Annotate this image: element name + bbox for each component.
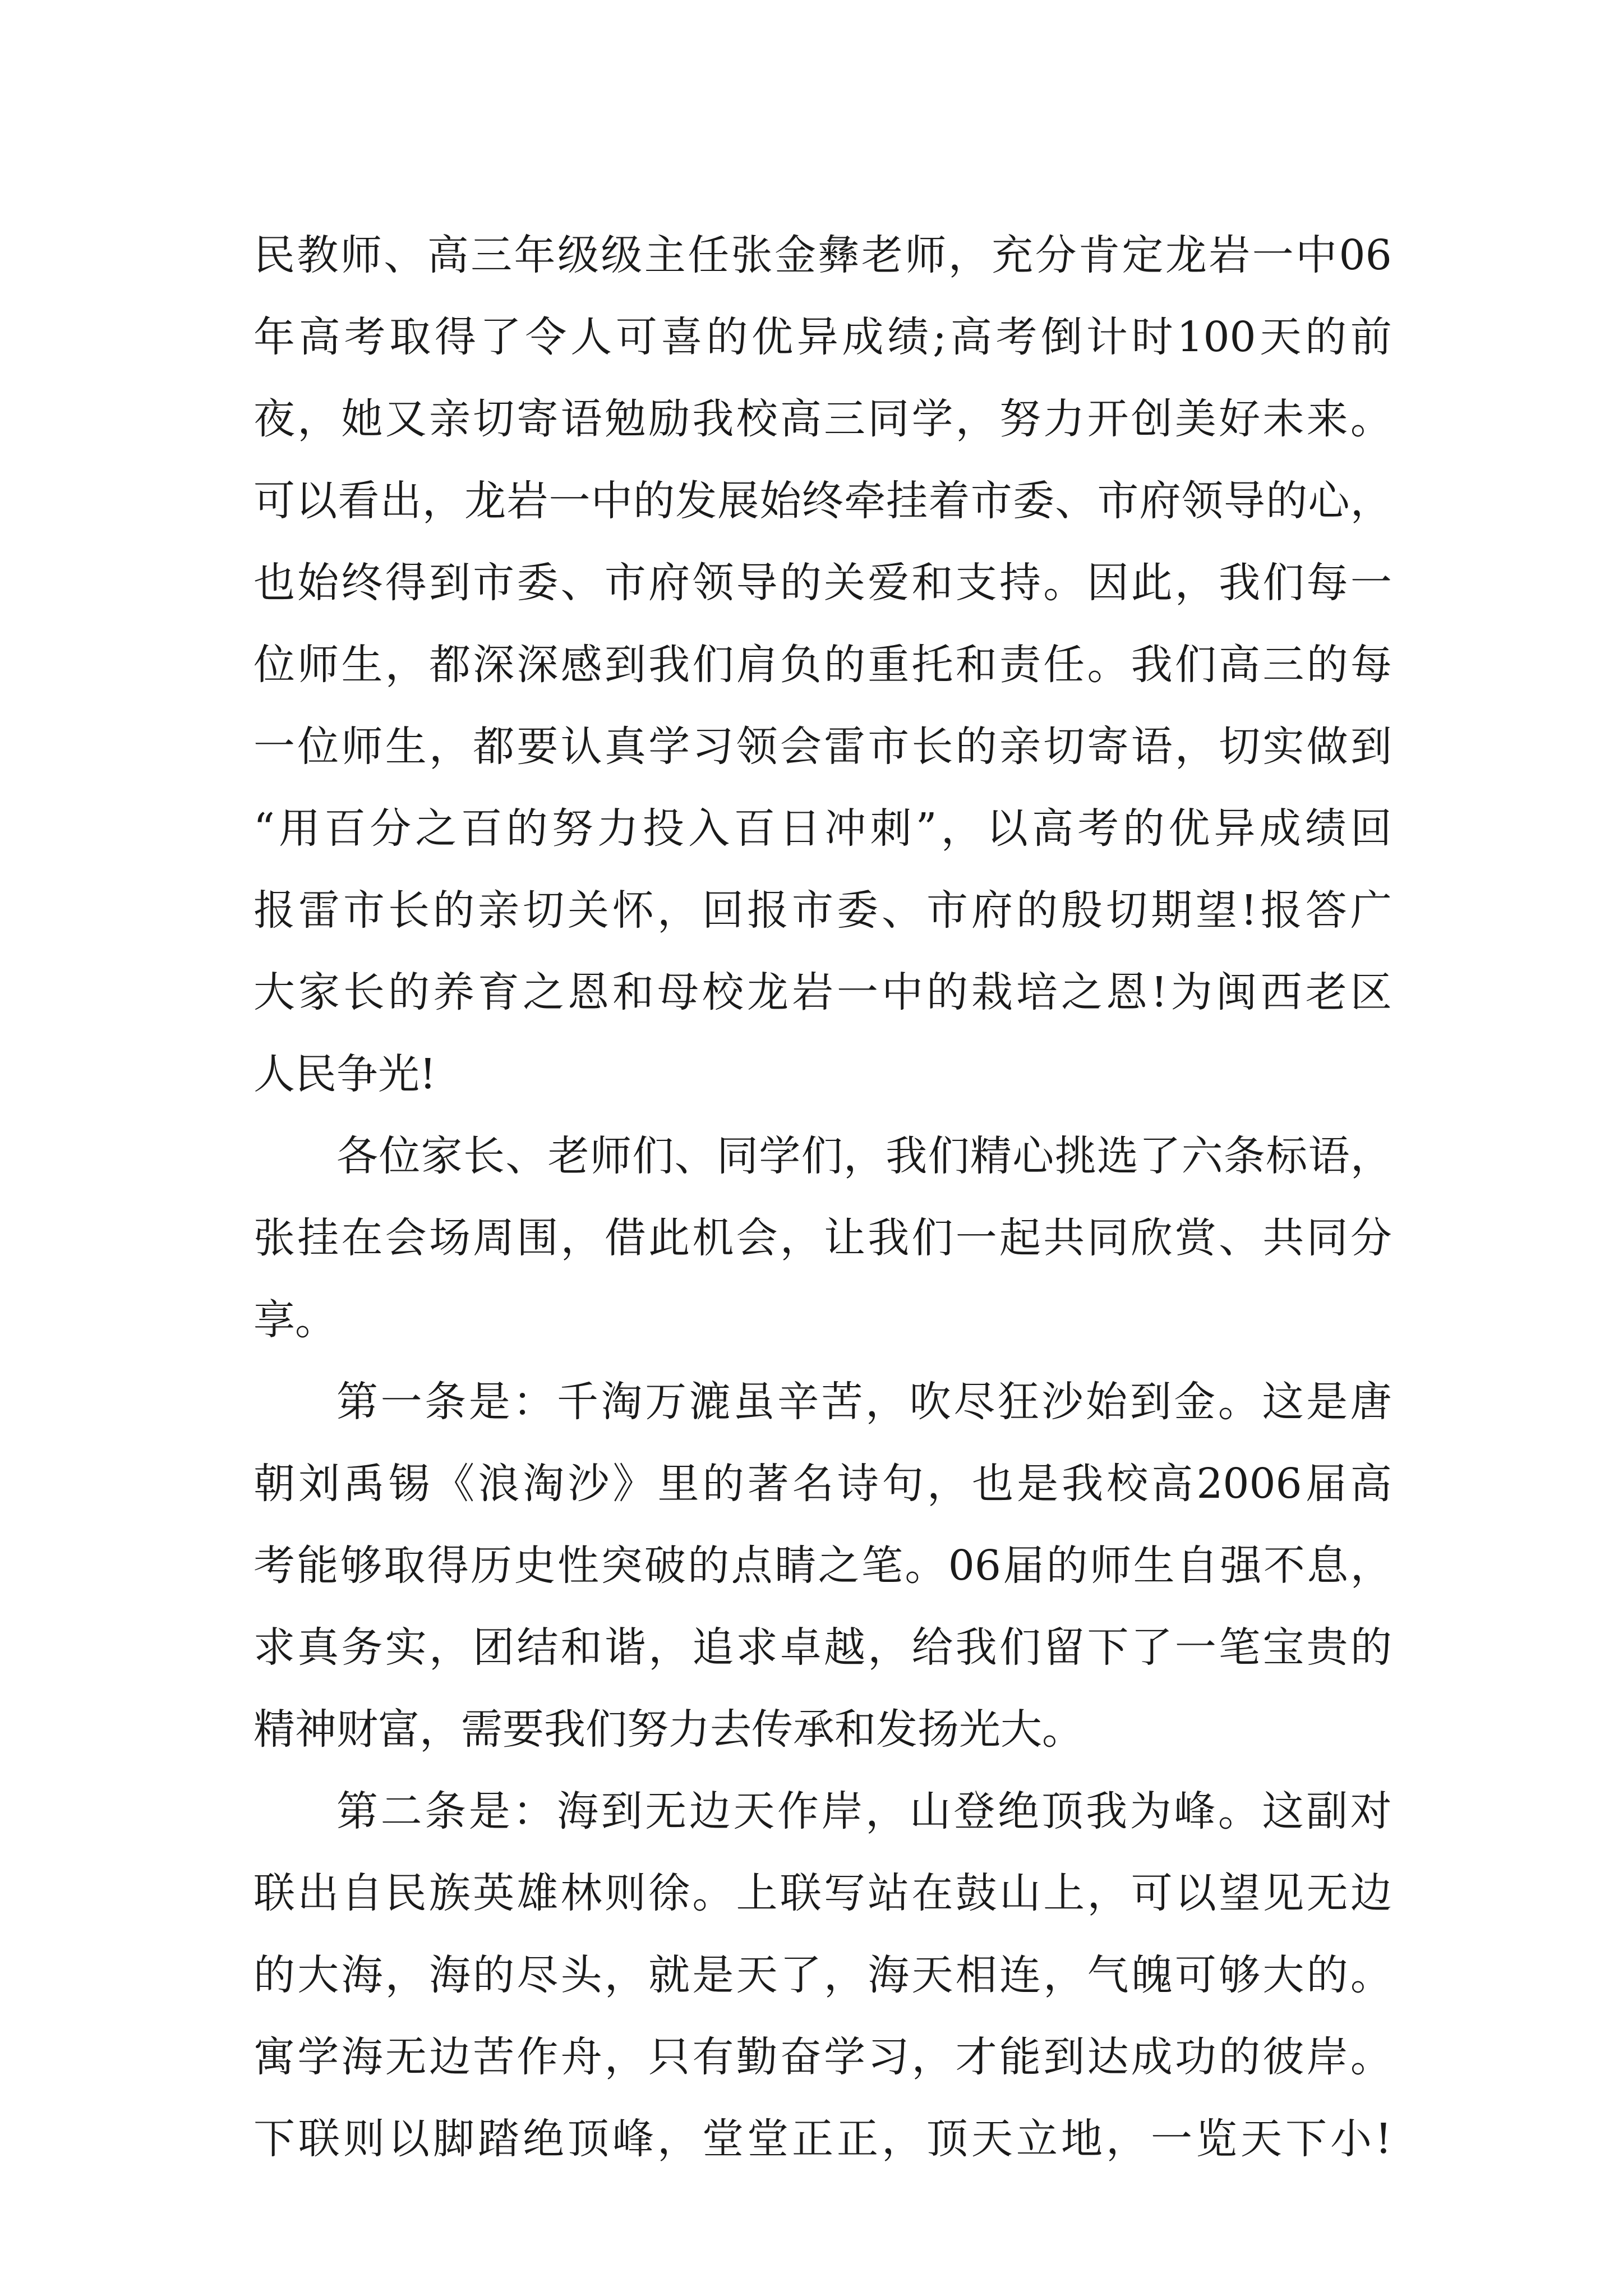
text-line: 年 高 考 取 得 了 令 人 可 喜 的 优 异 成 绩 ; 高 考 倒 计 时 100 天 的 前 xyxy=(253,313,1392,361)
text-line: 求 真 务 实 ， 团 结 和 谐 ， 追 求 卓 越 ， 给 我 们 留 下 了 一 笔 宝 贵 的 xyxy=(253,1623,1392,1672)
text-line: 报 雷 市 长 的 亲 切 关 怀 ， 回 报 市 委 、 市 府 的 殷 切 期 望 ! 报 答 广 xyxy=(253,886,1392,935)
text-line: 考 能 够 取 得 历 史 性 突 破 的 点 睛 之 笔 。 06 届 的 师 生 自 强 不 息 ， xyxy=(253,1542,1392,1590)
text-line: 精神财富，需要我们努力去传承和发扬光大。 xyxy=(253,1705,1083,1754)
text-line: 享。 xyxy=(253,1296,336,1344)
text-line: 朝 刘 禹 锡 《 浪 淘 沙 》 里 的 著 名 诗 句 ， 也 是 我 校 高 2006 届 高 xyxy=(253,1460,1392,1508)
text-line: 也 始 终 得 到 市 委 、 市 府 领 导 的 关 爱 和 支 持 。 因 此 ， 我 们 每 一 xyxy=(253,559,1392,607)
text-line: 位 师 生 ， 都 深 深 感 到 我 们 肩 负 的 重 托 和 责 任 。 我 们 高 三 的 每 xyxy=(253,641,1392,689)
text-line: 各 位 家 长 、 老 师 们 、 同 学 们 ， 我 们 精 心 挑 选 了 六 条 标 语 ， xyxy=(336,1132,1392,1180)
text-line: 夜 ， 她 又 亲 切 寄 语 勉 励 我 校 高 三 同 学 ， 努 力 开 创 美 好 未 来 。 xyxy=(253,395,1392,443)
text-line: “ 用 百 分 之 百 的 努 力 投 入 百 日 冲 刺 ” ， 以 高 考 的 优 异 成 绩 回 xyxy=(253,804,1392,853)
text-line: 的 大 海 ， 海 的 尽 头 ， 就 是 天 了 ， 海 天 相 连 ， 气 魄 可 够 大 的 。 xyxy=(253,1951,1392,1999)
text-line: 第 二 条 是 ： 海 到 无 边 天 作 岸 ， 山 登 绝 顶 我 为 峰 。 这 副 对 xyxy=(336,1787,1392,1835)
text-line: 第 一 条 是 ： 千 淘 万 漉 虽 辛 苦 ， 吹 尽 狂 沙 始 到 金 。 这 是 唐 xyxy=(336,1378,1392,1426)
body-text xyxy=(253,214,1392,2180)
text-line: 寓 学 海 无 边 苦 作 舟 ， 只 有 勤 奋 学 习 ， 才 能 到 达 成 功 的 彼 岸 。 xyxy=(253,2033,1392,2081)
text-line: 人民争光! xyxy=(253,1050,436,1098)
text-line: 大 家 长 的 养 育 之 恩 和 母 校 龙 岩 一 中 的 栽 培 之 恩 ! 为 闽 西 老 区 xyxy=(253,968,1392,1016)
text-line: 可 以 看 出 ， 龙 岩 一 中 的 发 展 始 终 牵 挂 着 市 委 、 市 府 领 导 的 心 ， xyxy=(253,477,1392,525)
text-line: 联 出 自 民 族 英 雄 林 则 徐 。 上 联 写 站 在 鼓 山 上 ， 可 以 望 见 无 边 xyxy=(253,1869,1392,1917)
text-line: 下 联 则 以 脚 踏 绝 顶 峰 ， 堂 堂 正 正 ， 顶 天 立 地 ， 一 览 天 下 小 ! xyxy=(253,2115,1392,2163)
text-line: 民 教 师 、 高 三 年 级 级 主 任 张 金 彝 老 师 ， 充 分 肯 定 龙 岩 一 中 06 xyxy=(253,231,1392,279)
text-line: 一 位 师 生 ， 都 要 认 真 学 习 领 会 雷 市 长 的 亲 切 寄 语 ， 切 实 做 到 xyxy=(253,723,1392,771)
text-line: 张 挂 在 会 场 周 围 ， 借 此 机 会 ， 让 我 们 一 起 共 同 欣 赏 、 共 同 分 xyxy=(253,1214,1392,1262)
